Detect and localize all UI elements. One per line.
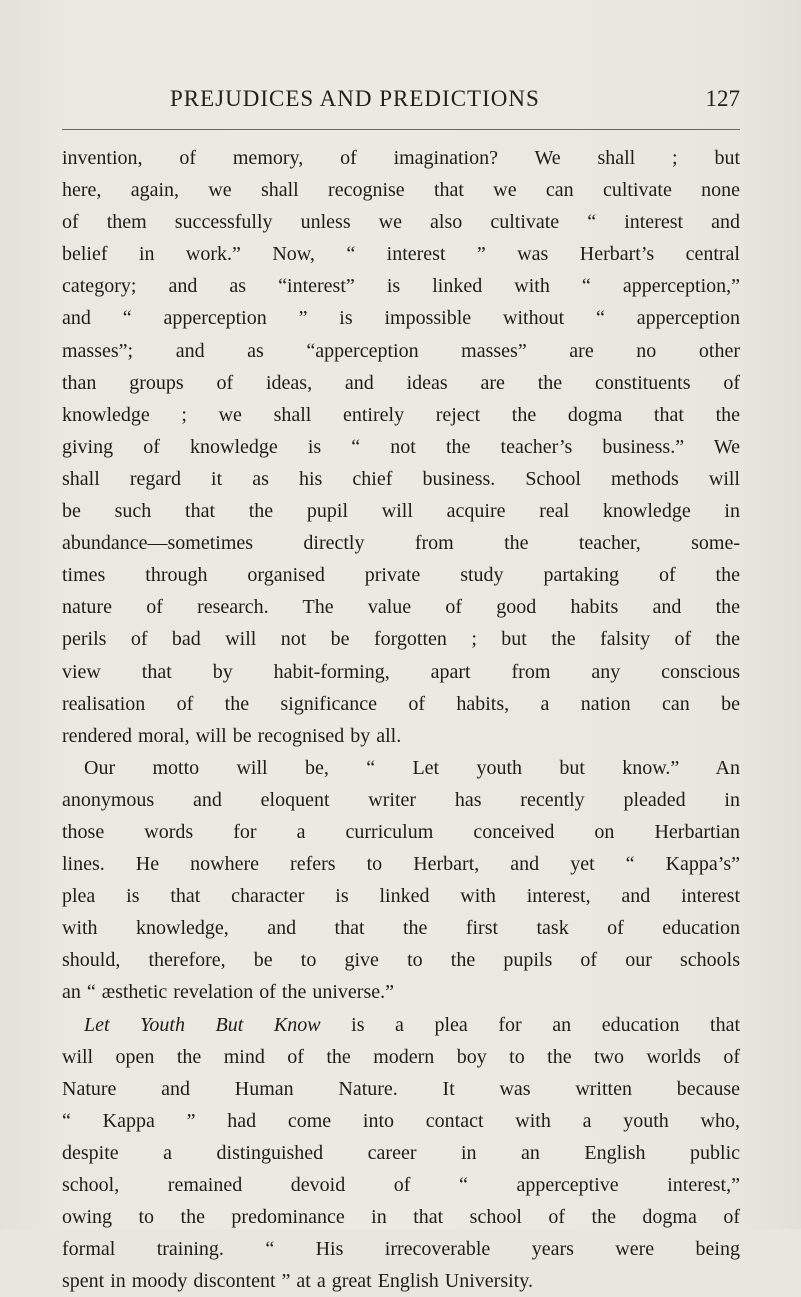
text-line: anonymous and eloquent writer has recently pleaded in <box>62 788 740 811</box>
header-rule <box>62 129 740 130</box>
text-line: category; and as “interest” is linked with “ apperception,” <box>62 275 740 298</box>
text-line: plea is that character is linked with interest, and interest <box>62 885 740 908</box>
text-line-rest: is a plea for an education that <box>351 1013 741 1036</box>
text-line: of them successfully unless we also cultivate “ interest and <box>62 211 740 234</box>
text-line: realisation of the significance of habits, a nation can be <box>62 692 740 715</box>
text-line: shall regard it as his chief business. School methods will <box>62 467 740 490</box>
text-line: nature of research. The value of good habits and the <box>62 596 740 619</box>
text-line: abundance—sometimes directly from the teacher, some- <box>62 532 740 555</box>
running-head: PREJUDICES AND PREDICTIONS <box>170 86 540 111</box>
page-header <box>62 86 740 126</box>
text-line: perils of bad will not be forgotten ; but the falsity of the <box>62 628 740 651</box>
body-text <box>62 142 740 1297</box>
text-line: and “ apperception ” is impossible without “ apperception <box>62 307 740 330</box>
text-line: giving of knowledge is “ not the teacher’s business.” We <box>62 435 740 458</box>
text-line: an “ æsthetic revelation of the universe.” <box>62 981 394 1004</box>
text-line: “ Kappa ” had come into contact with a youth who, <box>62 1109 740 1132</box>
text-line: those words for a curriculum conceived on Herbartian <box>62 820 740 843</box>
text-line: than groups of ideas, and ideas are the constituents of <box>62 371 740 394</box>
text-line: Our motto will be, “ Let youth but know.” An <box>84 756 740 779</box>
text-line: formal training. “ His irrecoverable years were being <box>62 1238 740 1261</box>
text-line: masses”; and as “apperception masses” are no other <box>62 339 740 362</box>
page-number: 127 <box>705 86 740 111</box>
text-line: view that by habit-forming, apart from any conscious <box>62 660 740 683</box>
book-title: Let Youth But Know <box>84 1013 321 1036</box>
text-line: invention, of memory, of imagination? We shall ; but <box>62 147 740 169</box>
text-line: times through organised private study partaking of the <box>62 564 740 587</box>
text-line: lines. He nowhere refers to Herbart, and yet “ Kappa’s” <box>62 853 740 876</box>
text-line: here, again, we shall recognise that we can cultivate none <box>62 179 740 202</box>
text-line: should, therefore, be to give to the pupils of our schools <box>62 949 740 972</box>
text-line: despite a distinguished career in an English public <box>62 1141 740 1164</box>
text-line: Nature and Human Nature. It was written because <box>62 1077 740 1100</box>
text-line: be such that the pupil will acquire real knowledge in <box>62 500 740 523</box>
text-line: owing to the predominance in that school of the dogma of <box>62 1206 740 1229</box>
text-line: knowledge ; we shall entirely reject the dogma that the <box>62 403 740 426</box>
text-line: will open the mind of the modern boy to the two worlds of <box>62 1045 740 1068</box>
text-line: belief in work.” Now, “ interest ” was Herbart’s central <box>62 243 740 266</box>
text-line: spent in moody discontent ” at a great English University. <box>62 1270 533 1293</box>
text-line <box>62 1009 740 1041</box>
text-line: with knowledge, and that the first task of education <box>62 917 740 940</box>
text-line: rendered moral, will be recognised by all. <box>62 724 402 747</box>
text-line: school, remained devoid of “ apperceptive interest,” <box>62 1174 740 1196</box>
